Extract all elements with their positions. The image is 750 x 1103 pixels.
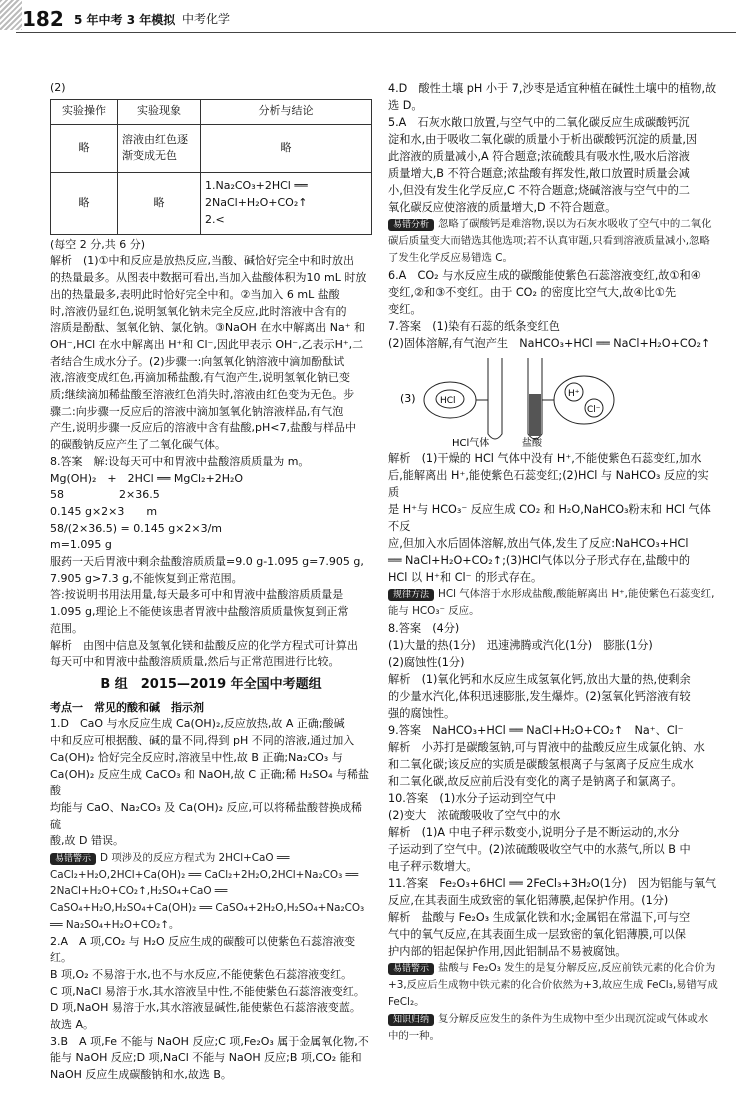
text-line: 8.答案 解:设每天可中和胃液中盐酸溶质质量为 m。 xyxy=(50,454,310,468)
left-text-block xyxy=(50,237,372,671)
text-line: 58 2×36.5 xyxy=(50,488,160,502)
text-line: 质;继续滴加稀盐酸至溶液红色消失时,溶液由红色变为无色。步 xyxy=(50,388,355,402)
text-line: 的少量水汽化,体积迅速膨胀,发生爆炸。(2)氢氧化钙溶液有较 xyxy=(388,690,691,703)
text-line: 变红。 xyxy=(388,303,422,316)
note-tag: 易错警示 xyxy=(50,853,96,865)
text-line: 和二氧化碳;该反应的实质是碳酸氢根离子与氢离子反应生成水 xyxy=(388,758,694,771)
table-cell: 略 xyxy=(51,172,118,234)
text-line: 解析 盐酸与 Fe₂O₃ 生成氯化铁和水;金属铝在常温下,可与空 xyxy=(388,911,691,924)
text-line: 此溶液的质量减小,A 符合题意;浓硫酸具有吸水性,吸水后溶液 xyxy=(388,150,690,163)
ion-circle xyxy=(554,376,614,424)
experiment-table xyxy=(50,99,372,235)
note-box xyxy=(388,216,718,267)
note-text: D 项涉及的反应方程式为 2HCl+CaO ══ CaCl₂+H₂O,2HCl+Ca(OH)₂ ══ CaCl₂+2H₂O,2HCl+Na₂CO₃ ══ 2NaCl+H₂O+CO₂↑,H₂SO₄+CaO ══ CaSO₄+H₂O,H₂SO₄+Ca(OH)₂ ══ CaSO₄+2H₂O,H₂SO₄+Na₂CO₃ ══ Na₂SO₄+H₂O+CO₂↑。 xyxy=(50,852,365,931)
text-line: 3.B A 项,Fe 不能与 NaOH 反应;C 项,Fe₂O₃ 属于金属氧化物,不 xyxy=(50,1034,369,1048)
text-line: 骤二:向步骤一反应后的溶液中滴加氢氧化钠溶液样品,有气泡 xyxy=(50,404,344,418)
book-title: 5 年中考 3 年模拟 xyxy=(74,13,176,27)
text-line: 护内部的铝起保护作用,因此铝制品不易被腐蚀。 xyxy=(388,945,627,958)
text-line: 小,但没有发生化学反应,C 不符合题意;烧碱溶液与空气中的二 xyxy=(388,184,690,197)
text-line: Ca(OH)₂ 恰好完全反应时,溶液呈中性,故 B 正确;Na₂CO₃ 与 xyxy=(50,750,343,764)
page-number: 182 xyxy=(22,7,64,31)
text-line: 解析 (1)A 中电子秤示数变小,说明分子是不断运动的,水分 xyxy=(388,826,680,839)
note-tag: 易错分析 xyxy=(388,219,434,231)
text-line: 气中的氧气反应,在其表面生成一层致密的氧化铝薄膜,可以保 xyxy=(388,928,686,941)
text-line: 氧化碳反应使溶液的质量增大,D 不符合题意。 xyxy=(388,201,617,214)
text-line: C 项,NaCl 易溶于水,其水溶液呈中性,不能使紫色石蕊溶液变红。 xyxy=(50,984,365,998)
text-line: B 项,O₂ 不易溶于水,也不与水反应,不能使紫色石蕊溶液变红。 xyxy=(50,967,353,981)
page-header xyxy=(0,0,750,34)
text-line: 淀和水,由于吸收二氧化碳的质量小于析出碳酸钙沉淀的质量,因 xyxy=(388,133,698,146)
text-line: D 项,NaOH 易溶于水,其水溶液显碱性,能使紫色石蕊溶液变蓝。 xyxy=(50,1001,361,1015)
table-cell: 略 xyxy=(51,124,118,172)
right-text-block xyxy=(388,620,718,960)
comparison: 2.< xyxy=(205,212,225,226)
right-column xyxy=(388,80,718,1045)
table-cell xyxy=(201,172,372,234)
text-line: 7.905 g>7.3 g,不能恢复到正常范围。 xyxy=(50,571,243,585)
text-line: 液,溶液变成红色,再滴加稀盐酸,有气泡产生,说明氢氧化钠已变 xyxy=(50,371,350,385)
text-line: 0.145 g×2×3 m xyxy=(50,504,158,518)
note-text: 忽略了碳酸钙是难溶物,误以为石灰水吸收了空气中的二氧化碳后质量变大而错选其他选项;若不认真审题,只看到溶液质量减小,忽略了发生化学反应易错选 C。 xyxy=(388,218,712,264)
text-line: 选 D。 xyxy=(388,99,423,112)
note-box xyxy=(388,586,718,620)
table-header: 实验操作 xyxy=(51,99,118,124)
text-line: 8.答案 (4分) xyxy=(388,622,460,635)
note-tag: 易错警示 xyxy=(388,963,434,975)
text-line: ══ NaCl+H₂O+CO₂↑;(3)HCl气体以分子形式存在,盐酸中的 xyxy=(388,554,691,567)
text-line: 后,能解离出 H⁺,能使紫色石蕊变红;(2)HCl 与 NaHCO₃ 反应的实质 xyxy=(388,469,709,499)
figure-caption: HCl气体 xyxy=(452,438,490,448)
note-box xyxy=(388,960,718,1011)
text-line: 中和反应可根据酸、碱的量不同,得到 pH 不同的溶液,通过加入 xyxy=(50,734,355,748)
text-line: m=1.095 g xyxy=(50,538,112,552)
text-line: 子运动到了空气中。(2)浓硫酸吸收空气中的水蒸气,所以 B 中 xyxy=(388,843,691,856)
text-line: 的热量最多。从图表中数据可看出,当加入盐酸体积为10 mL 时放 xyxy=(50,271,367,285)
text-line: 解析 由图中信息及氢氧化镁和盐酸反应的化学方程式可计算出 xyxy=(50,638,358,652)
section-title: B 组 2015—2019 年全国中考题组 xyxy=(100,676,322,692)
note-text: HCl 气体溶于水形成盐酸,酸能解离出 H⁺,能使紫色石蕊变红,能与 HCO₃⁻ 反应。 xyxy=(388,588,715,617)
note-tag: 知识归纳 xyxy=(388,1014,434,1026)
right-text-block xyxy=(388,450,718,586)
text-line: 2.A A 项,CO₂ 与 H₂O 反应生成的碳酸可以使紫色石蕊溶液变红。 xyxy=(50,934,356,965)
text-line: 质量增大,B 不符合题意;浓盐酸有挥发性,敞口放置时质量会减 xyxy=(388,167,690,180)
note-text: 盐酸与 Fe₂O₃ 发生的是复分解反应,反应前铁元素的化合价为+3,反应后生成物中铁元素的化合价依然为+3,故应生成 FeCl₃,易错写成 FeCl₂。 xyxy=(388,962,718,1008)
acid-liquid xyxy=(529,394,541,436)
text-line: 6.A CO₂ 与水反应生成的碳酸能使紫色石蕊溶液变红,故①和④ xyxy=(388,269,701,282)
ion-label: HCl xyxy=(440,396,456,406)
right-text-block xyxy=(388,267,718,352)
text-line: NaOH 反应生成碳酸钠和水,故选 B。 xyxy=(50,1068,232,1082)
right-text-block xyxy=(388,80,718,216)
text-line: 4.D 酸性土壤 pH 小于 7,沙枣是适宜种植在碱性土壤中的植物,故 xyxy=(388,82,717,95)
header-rule xyxy=(16,32,736,33)
note-text: 复分解反应发生的条件为生成物中至少出现沉淀或气体或水中的一种。 xyxy=(388,1013,709,1042)
text-line: 解析 (1)干燥的 HCl 气体中没有 H⁺,不能使紫色石蕊变红,加水 xyxy=(388,452,702,465)
subject-title: 中考化学 xyxy=(182,12,231,26)
text-line: 服药一天后胃液中剩余盐酸溶质质量=9.0 g-1.095 g=7.905 g, xyxy=(50,555,364,569)
table-cell: 溶液由红色逐渐变成无色 xyxy=(118,124,201,172)
text-line: 溶质是酚酞、氢氧化钠、氯化钠。③NaOH 在水中解离出 Na⁺ 和 xyxy=(50,321,366,335)
text-line: (2)固体溶解,有气泡产生 NaHCO₃+HCl ══ NaCl+H₂O+CO₂↑ xyxy=(388,337,711,350)
text-line: 每天可中和胃液中盐酸溶质质量,然后与正常范围进行比较。 xyxy=(50,655,340,669)
text-line: 范围。 xyxy=(50,621,83,635)
ion-label: H⁺ xyxy=(568,389,580,399)
table-header: 实验现象 xyxy=(118,99,201,124)
text-line: 答:按说明书用法用量,每天最多可中和胃液中盐酸溶质质量是 xyxy=(50,588,344,602)
text-line: 7.答案 (1)染有石蕊的纸条变红色 xyxy=(388,320,560,333)
text-line: 解析 (1)氧化钙和水反应生成氢氧化钙,放出大量的热,使剩余 xyxy=(388,673,691,686)
text-line: 酸,故 D 错误。 xyxy=(50,834,124,848)
text-line: (1)大量的热(1分) 迅速沸腾或汽化(1分) 膨胀(1分) xyxy=(388,639,653,652)
text-line: 解析 小苏打是碳酸氢钠,可与胃液中的盐酸反应生成氯化钠、水 xyxy=(388,741,705,754)
text-line: Mg(OH)₂ + 2HCl ══ MgCl₂+2H₂O xyxy=(50,471,244,485)
table-header: 分析与结论 xyxy=(201,99,372,124)
text-line: 1.D CaO 与水反应生成 Ca(OH)₂,反应放热,故 A 正确;酸碱 xyxy=(50,717,345,731)
test-tube-figure xyxy=(388,354,718,448)
text-line: OH⁻,HCl 在水中解离出 H⁺和 Cl⁻,因此甲表示 OH⁻,乙表示H⁺,二 xyxy=(50,337,364,351)
left-text-block xyxy=(50,934,372,1084)
text-line: 出的热量最多,表明此时恰好完全中和。②当加入 6 mL 盐酸 xyxy=(50,287,340,301)
text-line: 11.答案 Fe₂O₃+6HCl ══ 2FeCl₃+3H₂O(1分) 因为铝能与氧气 xyxy=(388,877,717,890)
text-line: 9.答案 NaHCO₃+HCl ══ NaCl+H₂O+CO₂↑ Na⁺、Cl⁻ xyxy=(388,724,684,737)
text-line: 的碳酸钠反应产生了二氧化碳气体。 xyxy=(50,438,226,452)
text-line: 1.095 g,理论上不能使该患者胃液中盐酸溶质质量恢复到正常 xyxy=(50,605,349,619)
text-line: 强的腐蚀性。 xyxy=(388,707,456,720)
kaodian-title: 考点一 常见的酸和碱 指示剂 xyxy=(50,700,204,714)
text-line: 应,但加入水后固体溶解,放出气体,发生了反应:NaHCO₃+HCl xyxy=(388,537,689,550)
text-line: 和二氧化碳,故反应前后没有变化的离子是钠离子和氯离子。 xyxy=(388,775,683,788)
table-cell: 略 xyxy=(201,124,372,172)
figure-q-label: (3) xyxy=(400,392,416,405)
text-line: 故选 A。 xyxy=(50,1018,95,1032)
text-line: (2)变大 浓硫酸吸收了空气中的水 xyxy=(388,809,561,822)
part-label: (2) xyxy=(50,81,66,94)
text-line: 是 H⁺与 HCO₃⁻ 反应生成 CO₂ 和 H₂O,NaHCO₃粉末和 HCl 气体不反 xyxy=(388,503,711,533)
note-tag: 规律方法 xyxy=(388,589,434,601)
left-column xyxy=(50,80,372,1084)
equation: 1.Na₂CO₃+2HCl ══ 2NaCl+H₂O+CO₂↑ xyxy=(205,179,308,209)
text-line: 变红,②和③不变红。由于 CO₂ 的密度比空气大,故④比①先 xyxy=(388,286,677,299)
text-line: 反应,在其表面生成致密的氧化铝薄膜,起保护作用。(1分) xyxy=(388,894,669,907)
text-line: Ca(OH)₂ 反应生成 CaCO₃ 和 NaOH,故 C 正确;稀 H₂SO₄ 与稀盐酸 xyxy=(50,767,369,798)
text-line: 解析 (1)①中和反应是放热反应,当酸、碱恰好完全中和时放出 xyxy=(50,254,354,268)
text-line: HCl 以 H⁺和 Cl⁻ 的形式存在。 xyxy=(388,571,543,584)
test-tube-left xyxy=(488,358,502,439)
corner-pattern xyxy=(0,0,22,30)
text-line: 时,溶液仍显红色,说明氢氧化钠未完全反应,此时溶液中含有的 xyxy=(50,304,347,318)
text-line: (2)腐蚀性(1分) xyxy=(388,656,465,669)
text-line: 产生,说明步骤一反应后的溶液中含有盐酸,pH<7,盐酸与样品中 xyxy=(50,421,356,435)
note-box xyxy=(50,850,372,934)
left-text-block xyxy=(50,716,372,850)
ion-label: Cl⁻ xyxy=(587,405,601,415)
text-line: 电子秤示数增大。 xyxy=(388,860,478,873)
note-box xyxy=(388,1011,718,1045)
text-line: (每空 2 分,共 6 分) xyxy=(50,237,146,251)
text-line: 能与 NaOH 反应;D 项,NaCl 不能与 NaOH 反应;B 项,CO₂ 能和 xyxy=(50,1051,362,1065)
text-line: 5.A 石灰水敞口放置,与空气中的二氧化碳反应生成碳酸钙沉 xyxy=(388,116,690,129)
text-line: 58/(2×36.5) = 0.145 g×2×3/m xyxy=(50,521,223,535)
figure-caption: 盐酸 xyxy=(522,438,542,448)
text-line: 者结合生成水分子。(2)步骤一:向氢氧化钠溶液中滴加酚酞试 xyxy=(50,354,345,368)
text-line: 均能与 CaO、Na₂CO₃ 及 Ca(OH)₂ 反应,可以将稀盐酸替换成稀硫 xyxy=(50,800,363,831)
table-cell: 略 xyxy=(118,172,201,234)
text-line: 10.答案 (1)水分子运动到空气中 xyxy=(388,792,556,805)
figure-svg xyxy=(388,354,718,448)
